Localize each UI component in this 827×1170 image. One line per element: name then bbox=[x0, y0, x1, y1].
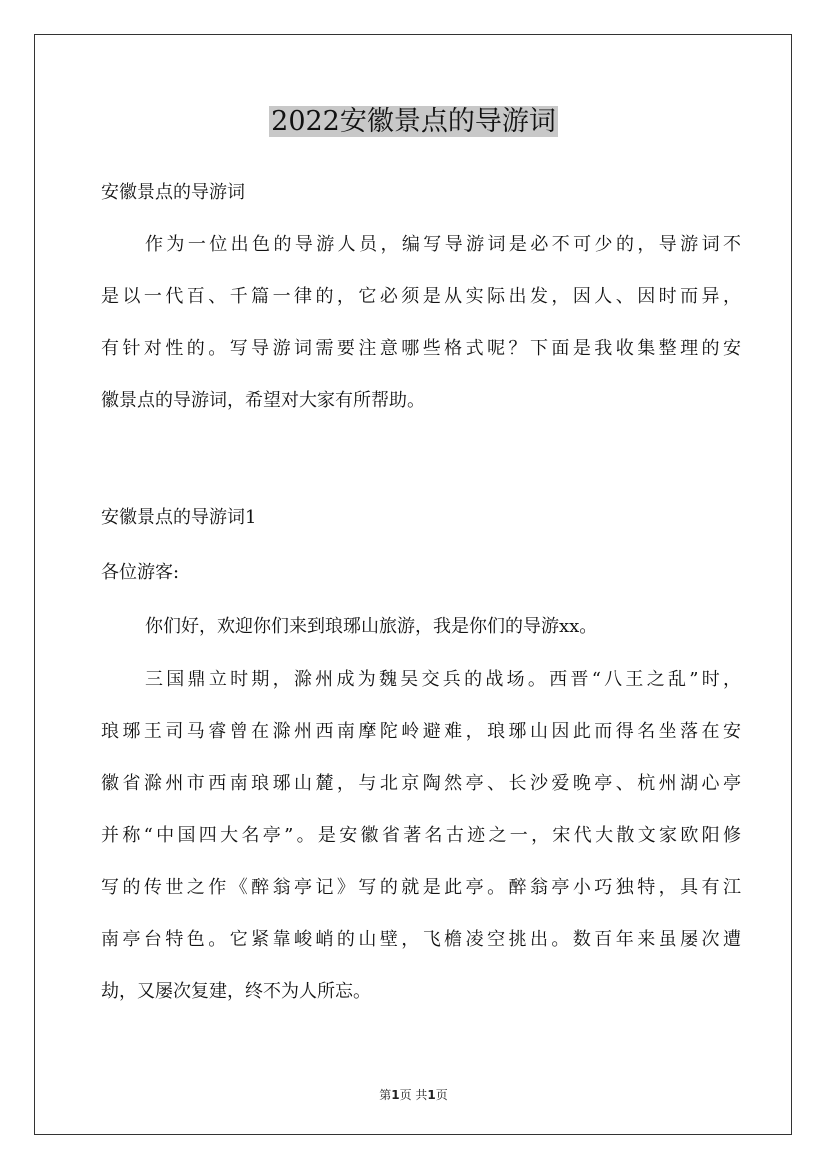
welcome-paragraph bbox=[101, 601, 741, 653]
body-line: 劫，又屡次复建，终不为人所忘。 bbox=[101, 981, 371, 1002]
section-heading-text: 安徽景点的导游词1 bbox=[101, 507, 257, 528]
page-footer bbox=[0, 1086, 827, 1103]
body-paragraph bbox=[101, 654, 741, 1018]
body-line: 写的传世之作《醉翁亭记》写的就是此亭。醉翁亭小巧独特，具有江 bbox=[101, 877, 741, 898]
body-line: 三国鼎立时期，滁州成为魏吴交兵的战场。西晋“八王之乱”时， bbox=[145, 669, 741, 690]
document-subtitle bbox=[101, 167, 741, 219]
intro-line: 作为一位出色的导游人员，编写导游词是必不可少的，导游词不 bbox=[145, 234, 741, 255]
welcome-text: 你们好，欢迎你们来到琅琊山旅游，我是你们的导游xx。 bbox=[145, 616, 598, 637]
subtitle-line: 安徽景点的导游词 bbox=[101, 182, 245, 203]
footer-suffix: 页 bbox=[435, 1088, 448, 1102]
footer-prefix: 第 bbox=[379, 1088, 392, 1102]
document-title bbox=[0, 101, 827, 143]
greeting-paragraph bbox=[101, 547, 741, 599]
footer-page-current: 1 bbox=[391, 1088, 400, 1102]
document-title-text: 2022安徽景点的导游词 bbox=[271, 106, 556, 137]
intro-line: 有针对性的。写导游词需要注意哪些格式呢？下面是我收集整理的安 bbox=[101, 338, 741, 359]
intro-line: 徽景点的导游词，希望对大家有所帮助。 bbox=[101, 390, 425, 411]
body-line: 琅琊王司马睿曾在滁州西南摩陀岭避难，琅琊山因此而得名坐落在安 bbox=[101, 721, 741, 742]
greeting-text: 各位游客: bbox=[101, 562, 180, 583]
footer-mid: 页 共 bbox=[399, 1088, 428, 1102]
body-line: 并称“中国四大名亭”。是安徽省著名古迹之一，宋代大散文家欧阳修 bbox=[101, 825, 741, 846]
section-heading bbox=[101, 492, 741, 544]
intro-paragraph bbox=[101, 219, 741, 427]
footer-page-total: 1 bbox=[427, 1088, 436, 1102]
intro-line: 是以一代百、千篇一律的，它必须是从实际出发，因人、因时而异， bbox=[101, 286, 741, 307]
body-line: 徽省滁州市西南琅琊山麓，与北京陶然亭、长沙爱晚亭、杭州湖心亭 bbox=[101, 773, 741, 794]
body-line: 南亭台特色。它紧靠峻峭的山壁，飞檐凌空挑出。数百年来虽屡次遭 bbox=[101, 929, 741, 950]
